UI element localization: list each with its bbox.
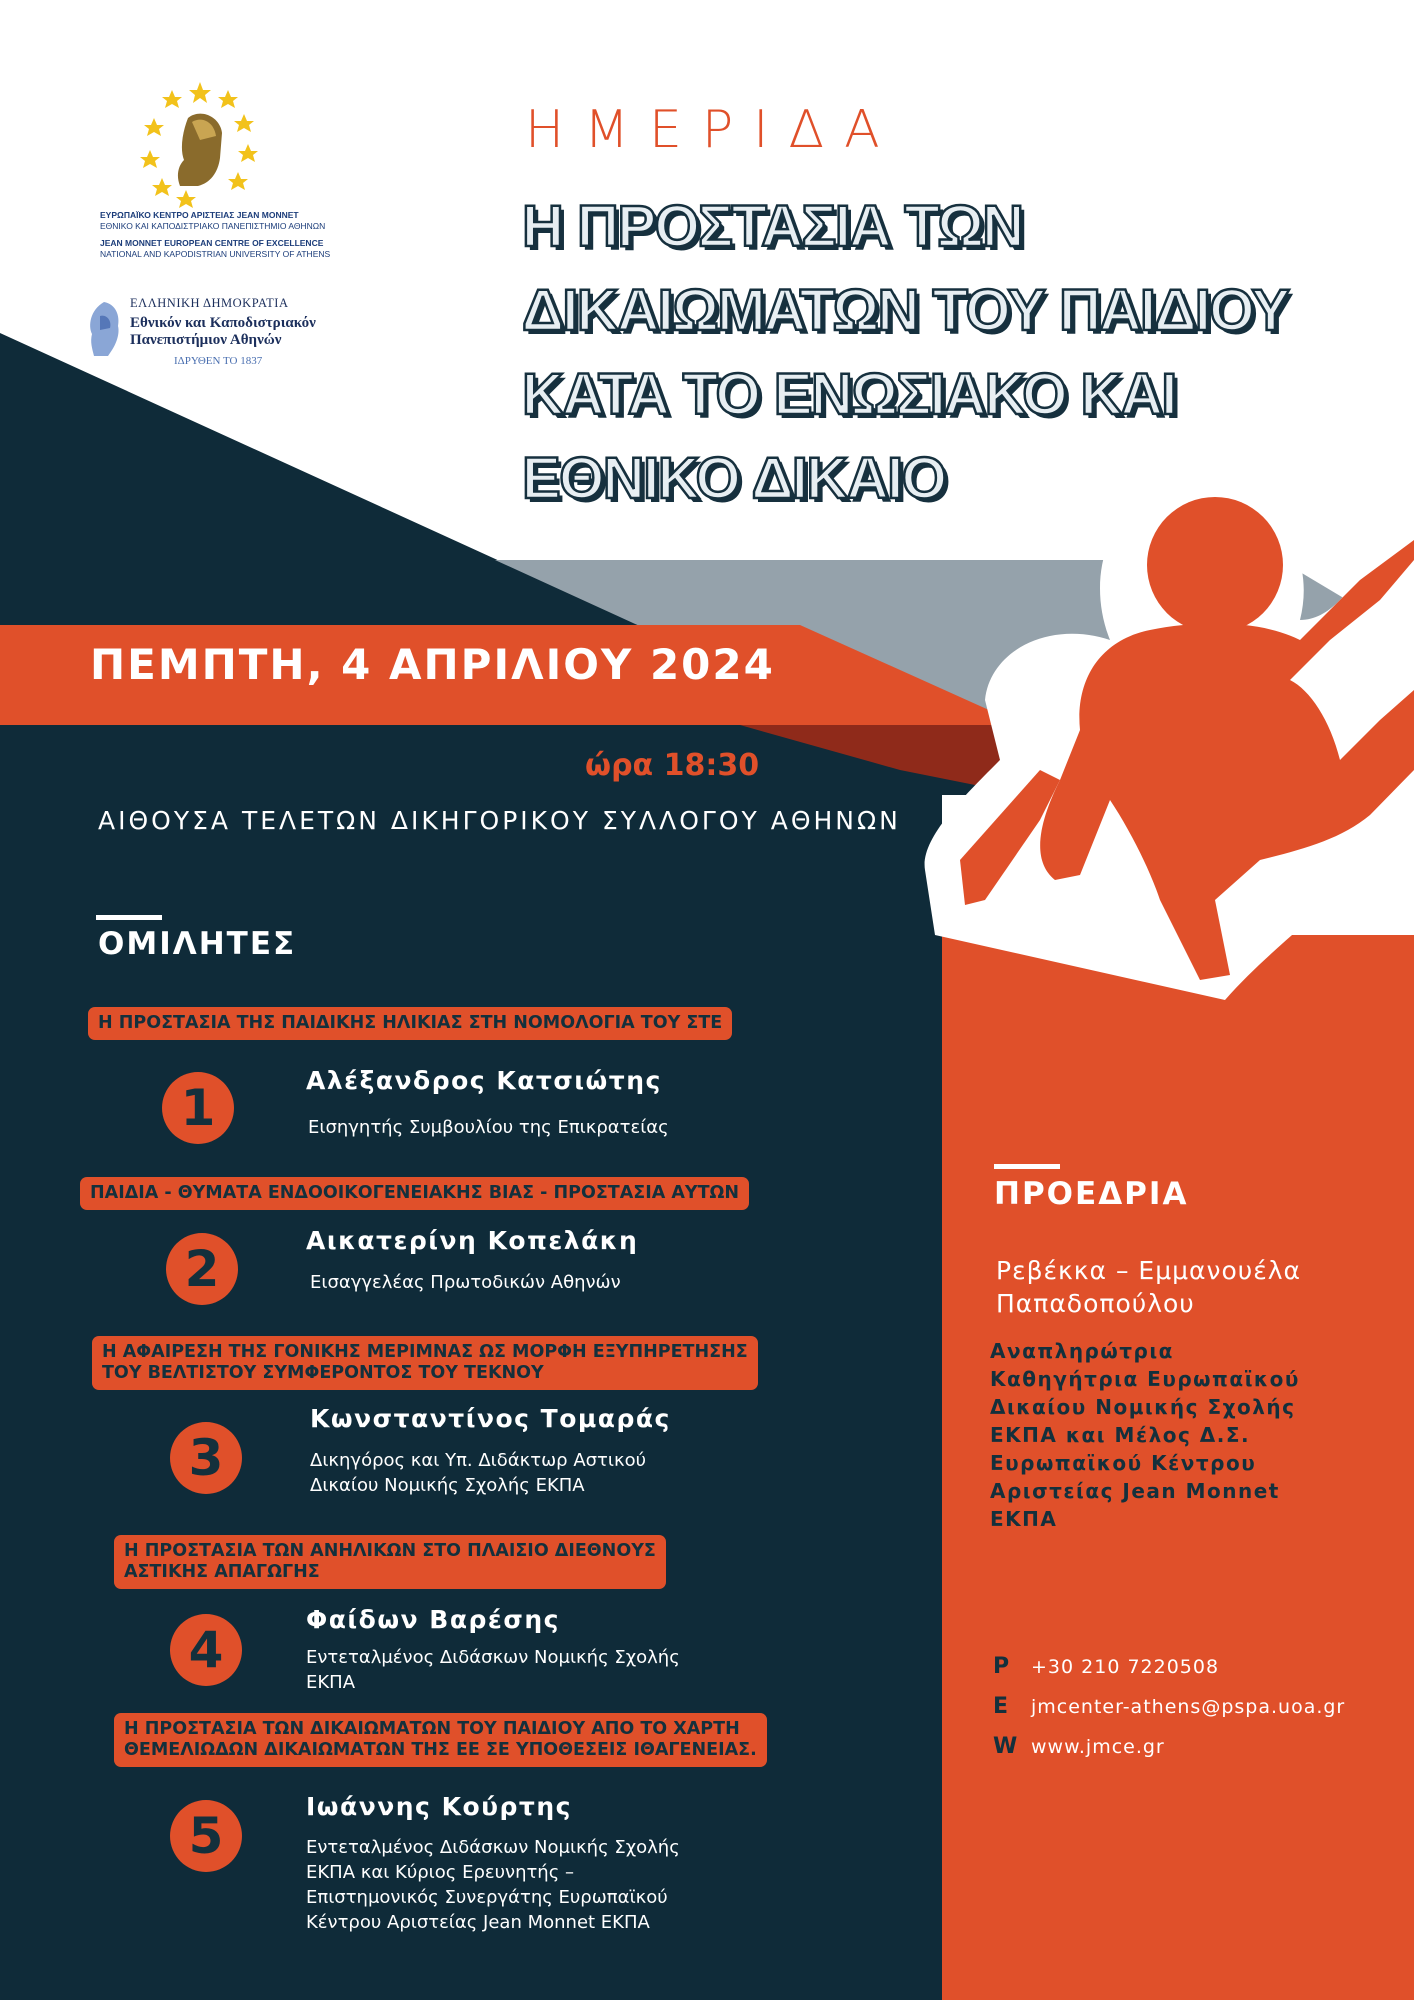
chair-role-line: ΕΚΠΑ και Μέλος Δ.Σ. — [990, 1423, 1251, 1447]
role-line: Εντεταλμένος Διδάσκων Νομικής Σχολής — [306, 1837, 680, 1858]
uoa-line-4: ΙΔΡΥΘΕΝ ΤΟ 1837 — [174, 355, 263, 367]
topic-line: ΑΣΤΙΚΗΣ ΑΠΑΓΩΓΗΣ — [124, 1562, 320, 1582]
event-venue: ΑΙΘΟΥΣΑ ΤΕΛΕΤΩΝ ΔΙΚΗΓΟΡΙΚΟΥ ΣΥΛΛΟΓΟΥ ΑΘΗΝΩΝ — [98, 806, 901, 835]
topic-line: ΠΑΙΔΙΑ - ΘΥΜΑΤΑ ΕΝΔΟΟΙΚΟΓΕΝΕΙΑΚΗΣ ΒΙΑΣ - ΠΡΟΣΤΑΣΙΑ ΑΥΤΩΝ — [90, 1183, 740, 1203]
role-line: Εισαγγελέας Πρωτοδικών Αθηνών — [310, 1272, 621, 1293]
speaker-4-role — [306, 1645, 680, 1695]
chair-role-line: Ευρωπαϊκού Κέντρου — [990, 1451, 1257, 1475]
topic-line: Η ΠΡΟΣΤΑΣΙΑ ΤΩΝ ΔΙΚΑΙΩΜΑΤΩΝ ΤΟΥ ΠΑΙΔΙΟΥ ΑΠΟ ΤΟ ΧΑΡΤΗ — [124, 1719, 740, 1739]
title-line-4: ΕΘΝΙΚΟ ΔΙΚΑΙΟ — [522, 446, 946, 511]
chair-heading: ΠΡΟΕΔΡΙΑ — [994, 1176, 1189, 1212]
contact-phone — [993, 1654, 1413, 1690]
title-line-2: ΔΙΚΑΙΩΜΑΤΩΝ ΤΟΥ ΠΑΙΔΙΟΥ — [522, 278, 1289, 343]
chair-role-line: Καθηγήτρια Ευρωπαϊκού — [990, 1367, 1300, 1391]
speaker-3-number: 3 — [170, 1422, 242, 1494]
role-line: Επιστημονικός Συνεργάτης Ευρωπαϊκού — [306, 1887, 668, 1908]
phone-key: P — [993, 1654, 1010, 1679]
role-line: Δικαίου Νομικής Σχολής ΕΚΠΑ — [310, 1475, 585, 1496]
speaker-3-role — [310, 1448, 646, 1498]
uoa-line-2: Εθνικόν και Καποδιστριακόν — [130, 315, 316, 331]
speakers-heading-bar — [96, 915, 162, 920]
speaker-5-number: 5 — [170, 1800, 242, 1872]
athena-head-emblem-icon — [86, 300, 122, 358]
email-key: E — [993, 1694, 1009, 1719]
event-date: ΠΕΜΠΤΗ, 4 ΑΠΡΙΛΙΟΥ 2024 — [90, 640, 775, 689]
speaker-5-name: Ιωάννης Κούρτης — [306, 1792, 572, 1821]
role-line: Δικηγόρος και Υπ. Διδάκτωρ Αστικού — [310, 1450, 647, 1471]
speaker-1-number: 1 — [162, 1072, 234, 1144]
jm-line-1: ΕΥΡΩΠΑΪΚΟ ΚΕΝΤΡΟ ΑΡΙΣΤΕΙΑΣ JEAN MONNET — [100, 210, 299, 220]
role-line: Εισηγητής Συμβουλίου της Επικρατείας — [308, 1117, 669, 1138]
speaker-4-topic — [114, 1535, 666, 1589]
uoa-line-3: Πανεπιστήμιον Αθηνών — [130, 332, 282, 348]
speaker-5-topic — [114, 1713, 767, 1767]
topic-line: Η ΠΡΟΣΤΑΣΙΑ ΤΗΣ ΠΑΙΔΙΚΗΣ ΗΛΙΚΙΑΣ ΣΤΗ ΝΟΜΟΛΟΓΙΑ ΤΟΥ ΣΤΕ — [98, 1013, 723, 1033]
role-line: ΕΚΠΑ και Κύριος Ερευνητής – — [306, 1862, 575, 1883]
speakers-heading: ΟΜΙΛΗΤΕΣ — [98, 926, 297, 962]
speaker-4-number: 4 — [170, 1614, 242, 1686]
title-line-1: Η ΠΡΟΣΤΑΣΙΑ ΤΩΝ — [522, 194, 1023, 259]
event-time: ώρα 18:30 — [585, 748, 760, 783]
speaker-3-name: Κωνσταντίνος Τομαράς — [310, 1404, 671, 1433]
contact-email — [993, 1694, 1413, 1730]
speaker-3-topic — [92, 1336, 758, 1390]
speaker-2-number: 2 — [166, 1233, 238, 1305]
jm-line-2: ΕΘΝΙΚΟ ΚΑΙ ΚΑΠΟΔΙΣΤΡΙΑΚΟ ΠΑΝΕΠΙΣΤΗΜΙΟ ΑΘΗΝΩΝ — [100, 221, 326, 231]
speaker-1-role — [308, 1115, 669, 1140]
helmet-stars-emblem-icon — [140, 78, 260, 210]
contact-web — [993, 1734, 1413, 1770]
event-title — [522, 185, 1402, 521]
role-line: ΕΚΠΑ — [306, 1672, 356, 1693]
event-type-label: ΗΜΕΡΙΔΑ — [525, 100, 900, 160]
chair-name — [996, 1254, 1301, 1320]
topic-line: ΤΟΥ ΒΕΛΤΙΣΤΟΥ ΣΥΜΦΕΡΟΝΤΟΣ ΤΟΥ ΤΕΚΝΟΥ — [102, 1363, 544, 1383]
university-logo-text — [130, 296, 380, 367]
web-value[interactable]: www.jmce.gr — [1031, 1736, 1165, 1758]
phone-value[interactable]: +30 210 7220508 — [1031, 1656, 1220, 1678]
chair-role-line: ΕΚΠΑ — [990, 1507, 1058, 1531]
speaker-4-name: Φαίδων Βαρέσης — [306, 1605, 560, 1634]
jm-line-4: NATIONAL AND KAPODISTRIAN UNIVERSITY OF ATHENS — [100, 249, 331, 259]
speaker-1-topic — [88, 1007, 732, 1040]
email-value[interactable]: jmcenter-athens@pspa.uoa.gr — [1031, 1696, 1346, 1718]
topic-line: Η ΑΦΑΙΡΕΣΗ ΤΗΣ ΓΟΝΙΚΗΣ ΜΕΡΙΜΝΑΣ ΩΣ ΜΟΡΦΗ ΕΞΥΠΗΡΕΤΗΣΗΣ — [102, 1342, 748, 1362]
chair-heading-bar — [994, 1164, 1060, 1169]
role-line: Εντεταλμένος Διδάσκων Νομικής Σχολής — [306, 1647, 680, 1668]
role-line: Κέντρου Αριστείας Jean Monnet ΕΚΠΑ — [306, 1912, 650, 1933]
web-key: W — [993, 1734, 1018, 1759]
speaker-1-name: Αλέξανδρος Κατσιώτης — [306, 1066, 662, 1095]
title-line-3: ΚΑΤΑ ΤΟ ΕΝΩΣΙΑΚΟ ΚΑΙ — [522, 362, 1176, 427]
speaker-5-role — [306, 1835, 680, 1935]
jean-monnet-logo-text — [100, 210, 340, 260]
speaker-2-name: Αικατερίνη Κοπελάκη — [306, 1226, 639, 1255]
chair-role — [990, 1337, 1300, 1533]
chair-role-line: Αναπληρώτρια — [990, 1339, 1174, 1363]
chair-name-line: Ρεβέκκα – Εμμανουέλα — [996, 1256, 1301, 1285]
topic-line: ΘΕΜΕΛΙΩΔΩΝ ΔΙΚΑΙΩΜΑΤΩΝ ΤΗΣ ΕΕ ΣΕ ΥΠΟΘΕΣΕΙΣ ΙΘΑΓΕΝΕΙΑΣ. — [124, 1740, 757, 1760]
speaker-2-topic — [80, 1177, 749, 1210]
uoa-line-1: ΕΛΛΗΝΙΚΗ ΔΗΜΟΚΡΑΤΙΑ — [130, 296, 289, 310]
topic-line: Η ΠΡΟΣΤΑΣΙΑ ΤΩΝ ΑΝΗΛΙΚΩΝ ΣΤΟ ΠΛΑΙΣΙΟ ΔΙΕΘΝΟΥΣ — [124, 1541, 656, 1561]
jm-line-3: JEAN MONNET EUROPEAN CENTRE OF EXCELLENCE — [100, 238, 324, 248]
chair-role-line: Δικαίου Νομικής Σχολής — [990, 1395, 1296, 1419]
chair-name-line: Παπαδοπούλου — [996, 1289, 1195, 1318]
chair-role-line: Αριστείας Jean Monnet — [990, 1479, 1280, 1503]
speaker-2-role — [310, 1270, 621, 1295]
